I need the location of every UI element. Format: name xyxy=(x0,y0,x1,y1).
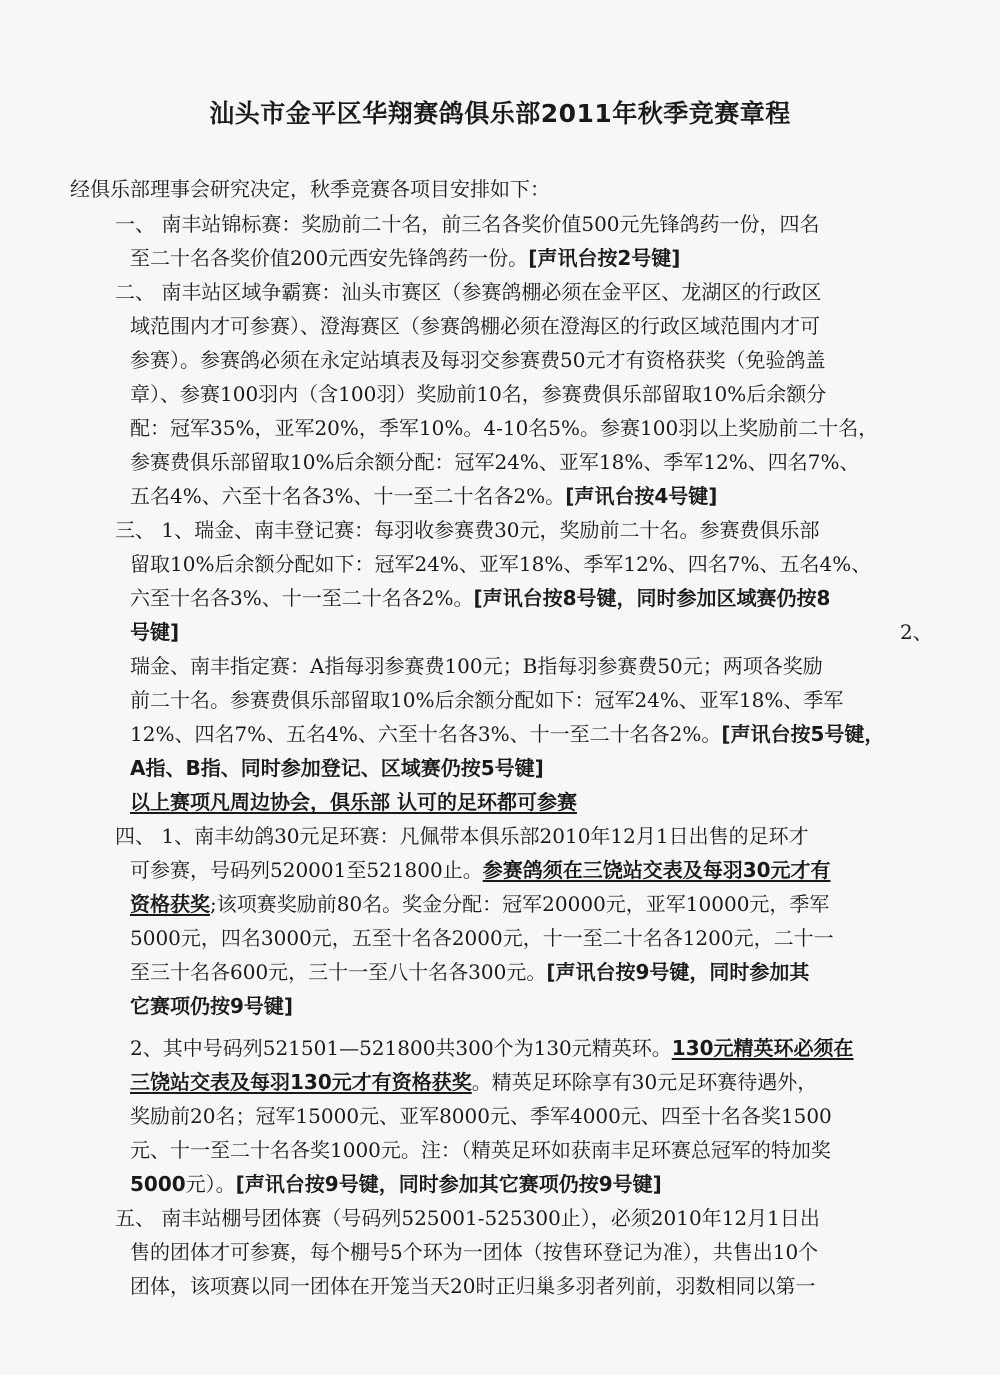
sec4-line-4: 5000元，四名3000元，五至十名各2000元，十一至二十名各1200元，二十一 xyxy=(130,926,834,950)
sec4-line-3-text: ;该项赛奖励前80名。奖金分配：冠军20000元，亚军10000元，季军 xyxy=(210,892,830,916)
sec1-line-2 xyxy=(130,241,680,275)
sec3-line-7-text: 12%、四名7%、五名4%、六至十名各3%、十一至二十名各2%。 xyxy=(130,722,722,746)
sec2-hotline-note: [声讯台按4号键] xyxy=(565,484,718,508)
sec3-line-6: 前二十名。参赛费俱乐部留取10%后余额分配如下：冠军24%、亚军18%、季军 xyxy=(130,688,844,712)
sec3-line-8: A指、B指、同时参加登记、区域赛仍按5号键] xyxy=(130,756,544,780)
sec4-line-6: 它赛项仍按9号键] xyxy=(130,994,294,1018)
sec3-line-2: 留取10%后余额分配如下：冠军24%、亚军18%、季军12%、四名7%、五名4%、 xyxy=(130,552,872,576)
sec2-line-5: 配：冠军35%，亚军20%，季军10%。4-10名5%。参赛100羽以上奖励前二十名， xyxy=(130,416,879,440)
sec4-line-1: 四、 1、南丰幼鸽30元足环赛：凡佩带本俱乐部2010年12月1日出售的足环才 xyxy=(115,824,809,848)
sec4-requirement-note: 参赛鸽须在三饶站交表及每羽30元才有 xyxy=(482,858,831,882)
sec2-line-3: 参赛）。参赛鸽必须在永定站填表及每羽交参赛费50元才有资格获奖（免验鸽盖 xyxy=(130,348,826,372)
sec4-line-11-text: 元）。 xyxy=(185,1172,236,1196)
intro-text: 经俱乐部理事会研究决定，秋季竞赛各项目安排如下： xyxy=(70,177,550,201)
sec4-line-8-text: 。精英足环除享有30元足环赛待遇外， xyxy=(471,1070,818,1094)
document-title: 汕头市金平区华翔赛鸽俱乐部2011年秋季竞赛章程 xyxy=(209,99,791,128)
sec4-line-3 xyxy=(130,887,829,921)
sec3-line-5: 瑞金、南丰指定赛：A指每羽参赛费100元；B指每羽参赛费50元；两项各奖励 xyxy=(130,654,823,678)
sec3-item-2-number: 2、 xyxy=(900,620,933,644)
sec4-line-2 xyxy=(130,853,831,887)
sec4-line-9: 奖励前20名；冠军15000元、亚军8000元、季军4000元、四至十名各奖1500 xyxy=(130,1104,832,1128)
sec3-line-3 xyxy=(130,581,830,615)
sec3-line-3-text: 六至十名各3%、十一至二十名各2%。 xyxy=(130,586,474,610)
sec5-line-3: 团体，该项赛以同一团体在开笼当天20时正归巢多羽者列前，羽数相同以第一 xyxy=(130,1274,816,1298)
sec1-line-2-text: 至二十名各奖价值200元西安先锋鸽药一份。 xyxy=(130,246,529,270)
sec2-line-2: 域范围内才可参赛）、澄海赛区（参赛鸽棚必须在澄海区的行政区域范围内才可 xyxy=(130,314,820,338)
sec4-elite-ring-note-end: 三饶站交表及每羽130元才有资格获奖 xyxy=(130,1070,472,1094)
sec4-hotline-note: [声讯台按9号键，同时参加其 xyxy=(546,960,810,984)
sec5-line-2: 售的团体才可参赛，每个棚号5个环为一团体（按售环登记为准），共售出10个 xyxy=(130,1240,819,1264)
sec4-bonus-amount: 5000 xyxy=(130,1172,186,1196)
sec4-line-7 xyxy=(130,1031,854,1065)
sec4-hotline-note-2: [声讯台按9号键，同时参加其它赛项仍按9号键] xyxy=(235,1172,662,1196)
sec1-line-1: 一、 南丰站锦标赛：奖励前二十名，前三名各奖价值500元先锋鸽药一份，四名 xyxy=(115,212,820,236)
sec4-elite-ring-note: 130元精英环必须在 xyxy=(671,1036,854,1060)
sec3-hotline-note: [声讯台按8号键，同时参加区域赛仍按8 xyxy=(473,586,831,610)
sec3-hotline-note-2: [声讯台按5号键， xyxy=(721,722,885,746)
sec3-line-1: 三、 1、瑞金、南丰登记赛：每羽收参赛费30元，奖励前二十名。参赛费俱乐部 xyxy=(115,518,820,542)
sec4-line-11 xyxy=(130,1167,662,1201)
sec5-line-1: 五、 南丰站棚号团体赛（号码列525001-525300止），必须2010年12月1日出 xyxy=(115,1206,820,1230)
sec4-line-7-text: 2、其中号码列521501—521800共300个为130元精英环。 xyxy=(130,1036,672,1060)
sec2-line-7 xyxy=(130,479,717,513)
sec4-line-5 xyxy=(130,955,809,989)
sec4-line-2-text: 可参赛，号码列520001至521800止。 xyxy=(130,858,483,882)
sec2-line-7-text: 五名4%、六至十名各3%、十一至二十名各2%。 xyxy=(130,484,566,508)
sec3-line-4: 号键] xyxy=(130,620,180,644)
sec1-hotline-note: [声讯台按2号键] xyxy=(528,246,681,270)
sec2-line-6: 参赛费俱乐部留取10%后余额分配：冠军24%、亚军18%、季军12%、四名7%、 xyxy=(130,450,860,474)
sec3-line-7 xyxy=(130,717,884,751)
sec2-line-1: 二、 南丰站区域争霸赛：汕头市赛区（参赛鸽棚必须在金平区、龙湖区的行政区 xyxy=(115,280,822,304)
sec2-line-4: 章）、参赛100羽内（含100羽）奖励前10名，参赛费俱乐部留取10%后余额分 xyxy=(130,382,827,406)
sec4-line-10: 元、十一至二十名各奖1000元。注：（精英足环如获南丰足环赛总冠军的特加奖 xyxy=(130,1138,831,1162)
sec4-requirement-note-end: 资格获奖 xyxy=(130,892,210,916)
sec4-line-5-text: 至三十名各600元，三十一至八十名各300元。 xyxy=(130,960,547,984)
sec3-eligibility-note: 以上赛项凡周边协会，俱乐部 认可的足环都可参赛 xyxy=(130,790,577,814)
sec4-line-8 xyxy=(130,1065,817,1099)
